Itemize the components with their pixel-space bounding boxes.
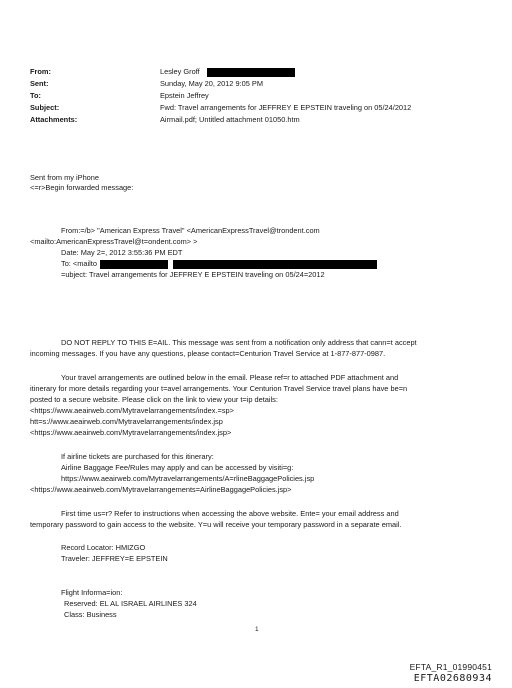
redaction-bar bbox=[173, 260, 377, 269]
from-name: Lesley Groff bbox=[160, 67, 200, 76]
p3-link-2: <https://www.aeairweb.com/Mytravelarrangements=AirlineBaggagePolicies.jsp> bbox=[30, 485, 292, 494]
p1-line-1: DO NOT REPLY TO THIS E=AIL. This message was sent from a notification only address that cann=t accept bbox=[61, 338, 417, 347]
p2-line-2: itinerary for more details regarding your t=avel arrangements. Your Centurion Travel Service travel plans have be=n bbox=[30, 384, 408, 393]
p3-link-1: https://www.aeairweb.com/Mytravelarrangements/A=rlineBaggagePolicies.jsp bbox=[61, 474, 315, 483]
p3-line-2: Airline Baggage Fee/Rules may apply and can be accessed by visiti=g: bbox=[61, 463, 294, 472]
sent-label: Sent: bbox=[30, 79, 49, 88]
p2-link-2: htt=s://www.aeairweb.com/Mytravelarrangements/index.jsp bbox=[30, 417, 223, 426]
from-value bbox=[160, 67, 295, 77]
record-locator: Record Locator: HMIZGO bbox=[61, 543, 146, 552]
subject-value: Fwd: Travel arrangements for JEFFREY E EPSTEIN traveling on 05/24/2012 bbox=[160, 103, 412, 112]
fwd-from-line-2: <mailto:AmericanExpressTravel@t=ondent.com> > bbox=[30, 237, 198, 246]
fwd-to-line bbox=[61, 259, 377, 269]
attachments-value: Airmail.pdf; Untitled attachment 01050.htm bbox=[160, 115, 300, 124]
fwd-to-text: To: <mailto bbox=[61, 259, 97, 268]
redaction-bar bbox=[100, 260, 168, 269]
fwd-from-line-1: From:=/b> "American Express Travel" <AmericanExpressTravel@trondent.com bbox=[61, 226, 320, 235]
p2-line-1: Your travel arrangements are outlined below in the email. Please ref=r to attached PDF attachment and bbox=[61, 373, 399, 382]
p2-line-3: posted to a secure website. Please click on the link to view your t=ip details: bbox=[30, 395, 278, 404]
efta-id-2: EFTA02680934 bbox=[413, 673, 492, 684]
p2-link-3: <https://www.aeairweb.com/Mytravelarrangements/index.jsp> bbox=[30, 428, 232, 437]
attachments-label: Attachments: bbox=[30, 115, 78, 124]
subject-label: Subject: bbox=[30, 103, 60, 112]
reserved-line: Reserved: EL AL ISRAEL AIRLINES 324 bbox=[64, 599, 197, 608]
redaction-bar bbox=[207, 68, 295, 77]
p1-line-2: incoming messages. If you have any questions, please contact=Centurion Travel Service at 1-877-877-0987. bbox=[30, 349, 386, 358]
to-label: To: bbox=[30, 91, 41, 100]
fwd-subject-line: =ubject: Travel arrangements for JEFFREY E EPSTEIN traveling on 05/24=2012 bbox=[61, 270, 325, 279]
intro-line-2: <=r>Begin forwarded message: bbox=[30, 183, 134, 192]
flight-info-heading: Flight Informa=ion: bbox=[61, 588, 123, 597]
sent-value: Sunday, May 20, 2012 9:05 PM bbox=[160, 79, 263, 88]
to-value: Epstein Jeffrey bbox=[160, 91, 209, 100]
page-number: 1 bbox=[255, 626, 259, 633]
efta-id-1: EFTA_R1_01990451 bbox=[409, 662, 492, 672]
intro-line-1: Sent from my iPhone bbox=[30, 173, 100, 182]
traveler: Traveler: JEFFREY=E EPSTEIN bbox=[61, 554, 168, 563]
p2-link-1: <https://www.aeairweb.com/Mytravelarrangements/index.=sp> bbox=[30, 406, 234, 415]
fwd-date-line: Date: May 2=, 2012 3:55:36 PM EDT bbox=[61, 248, 183, 257]
from-label: From: bbox=[30, 67, 51, 76]
p4-line-2: temporary password to gain access to the website. Y=u will receive your temporary password in a separate email. bbox=[30, 520, 402, 529]
class-line: Class: Business bbox=[64, 610, 117, 619]
p4-line-1: First time us=r? Refer to instructions when accessing the above website. Ente= your email address and bbox=[61, 509, 399, 518]
p3-line-1: If airline tickets are purchased for this itinerary: bbox=[61, 452, 214, 461]
